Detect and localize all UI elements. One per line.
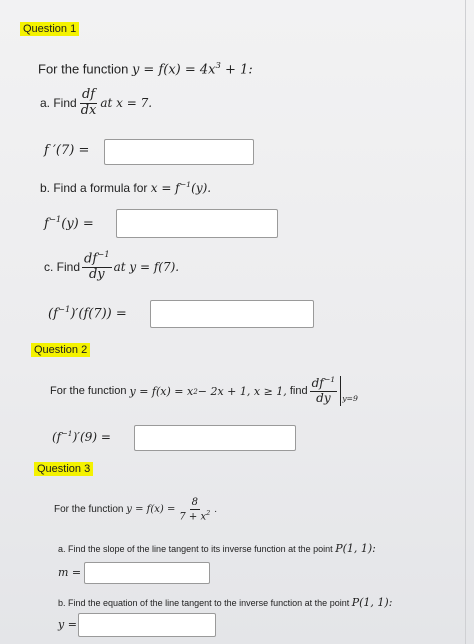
q2-eval: y=9 <box>342 393 358 403</box>
q1-c-frac-num: df <box>84 251 98 267</box>
q3-a-text: a. Find the slope of the line tangent to its inverse function at the point <box>58 544 333 554</box>
q3-a-point: P(1, 1): <box>335 542 376 555</box>
q1-b-tail: (y). <box>191 181 212 195</box>
question-2-heading: Question 2 <box>31 343 90 357</box>
q1-a-answer-label: f ′(7) = <box>44 143 90 158</box>
q1-part-b <box>40 180 211 195</box>
q2-answer-label-group <box>52 429 111 444</box>
q2-exp: 2 <box>193 386 198 396</box>
q1-b-answer-label: f <box>44 216 49 232</box>
q2-frac-den: dy <box>316 391 331 405</box>
q1-intro-exp: 3 <box>215 60 221 70</box>
q3-math: y = f(x) = <box>126 504 176 516</box>
q1-b-label: b. Find a formula for <box>40 181 148 195</box>
q1-c-answer-input[interactable] <box>150 300 314 328</box>
q1-c-fraction <box>82 250 112 283</box>
q3-part-b <box>58 596 392 609</box>
q1-c-answer-label-group <box>48 304 127 321</box>
q1-intro-tail: + 1: <box>220 62 253 78</box>
q2-frac-num-group <box>310 376 338 392</box>
q3-b-point: P(1, 1): <box>351 596 393 609</box>
question-3-heading: Question 3 <box>34 462 93 476</box>
q1-c-label: c. Find <box>44 259 81 274</box>
q3-frac-den-exp: 2 <box>206 508 211 517</box>
q3-frac-den: 7 + x <box>179 510 207 522</box>
q3-a-answer-input[interactable] <box>84 562 210 584</box>
q2-prompt <box>50 376 358 406</box>
q1-b-answer-input[interactable] <box>116 209 278 238</box>
q1-c-frac-num-exp: −1 <box>97 249 110 259</box>
q3-text: For the function <box>54 504 124 516</box>
q1-c-frac-den: dy <box>88 267 105 283</box>
q1-b-answer-exp: −1 <box>48 214 62 224</box>
q3-prompt <box>54 497 217 522</box>
q2-fraction <box>310 376 338 406</box>
q3-a-answer-label: m = <box>58 566 82 579</box>
q1-part-a <box>40 88 152 119</box>
q3-frac-num: 8 <box>191 497 198 508</box>
q1-b-answer-tail: (y) = <box>61 216 94 232</box>
q1-a-frac-den: dx <box>80 102 97 118</box>
q2-frac-num-exp: −1 <box>323 375 336 385</box>
q3-b-answer-input[interactable] <box>78 613 216 637</box>
q1-b-exp: −1 <box>179 180 192 189</box>
q1-intro-text: For the function <box>38 61 129 77</box>
q2-text: For the function <box>50 385 127 397</box>
q1-b-answer-label-group <box>44 214 94 231</box>
q1-c-tail: at y = f(7). <box>113 259 180 274</box>
q1-a-label: a. Find <box>40 96 77 111</box>
q1-part-c <box>44 250 179 283</box>
q1-c-answer-label: (f <box>48 306 58 322</box>
q1-c-answer-tail: )′(f(7)) = <box>70 306 127 322</box>
q2-frac-num: df <box>311 376 324 391</box>
q3-b-text: b. Find the equation of the line tangent to the inverse function at the point <box>58 598 350 608</box>
q2-math: y = f(x) = x <box>129 384 194 398</box>
q2-answer-tail: )′(9) = <box>72 430 111 444</box>
q1-c-answer-exp: −1 <box>57 304 71 314</box>
question-1-heading: Question 1 <box>20 22 79 36</box>
q3-period: . <box>214 504 218 516</box>
q1-c-frac-num-group <box>82 250 112 268</box>
q2-find: find <box>289 385 308 397</box>
q2-math-tail: − 2x + 1, x ≥ 1, <box>197 384 287 398</box>
q3-fraction <box>177 497 212 522</box>
q1-a-answer-input[interactable] <box>104 139 254 165</box>
q1-intro <box>38 60 253 77</box>
q1-a-fraction <box>79 88 99 119</box>
q2-answer-input[interactable] <box>134 425 296 451</box>
q1-a-tail: at x = 7. <box>100 96 153 111</box>
q1-intro-math: y = f(x) = 4x <box>131 62 216 78</box>
q3-b-answer-label: y = <box>58 618 77 631</box>
q1-a-frac-num: df <box>81 87 96 102</box>
q3-frac-den-group <box>177 510 212 523</box>
q2-answer-exp: −1 <box>61 429 73 438</box>
q2-answer-label: (f <box>52 430 62 444</box>
q1-b-math: x = f <box>150 181 180 195</box>
q3-part-a <box>58 542 376 555</box>
page-edge-line <box>465 0 466 644</box>
